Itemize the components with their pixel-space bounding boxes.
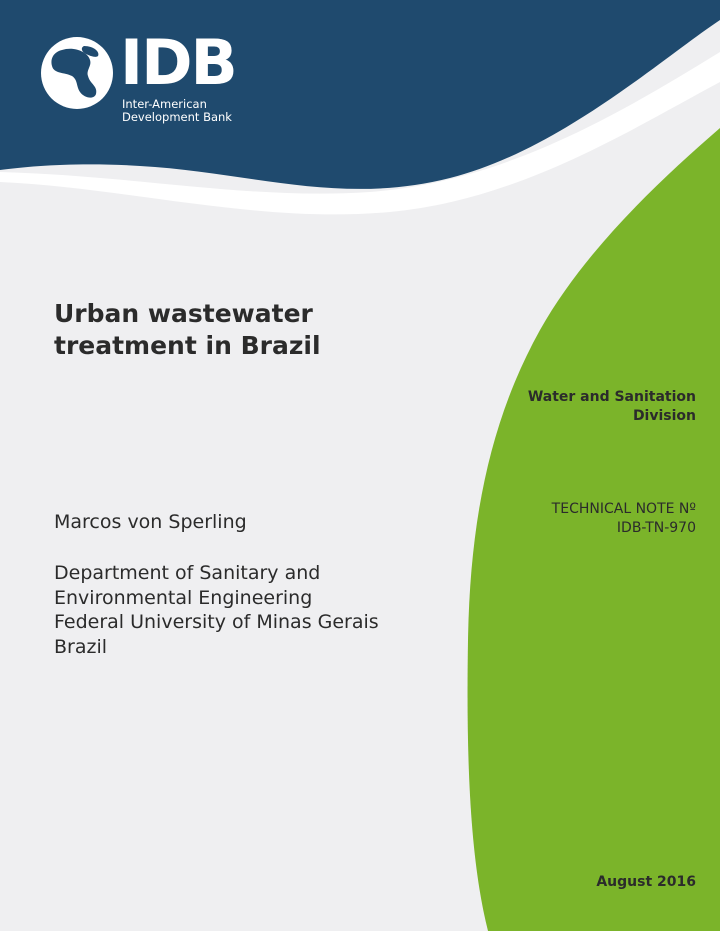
title-line: treatment in Brazil bbox=[54, 331, 321, 360]
document-title bbox=[54, 298, 321, 362]
logo-organization-name bbox=[122, 98, 232, 124]
logo-wordmark: IDB bbox=[120, 26, 236, 99]
idb-logo bbox=[40, 26, 240, 126]
affiliation-line: Environmental Engineering bbox=[54, 586, 313, 609]
idb-hemisphere-emblem-icon bbox=[40, 36, 114, 110]
affiliation-line: Brazil bbox=[54, 635, 108, 658]
affiliation-line: Department of Sanitary and bbox=[54, 562, 321, 584]
division-line: Water and Sanitation bbox=[527, 389, 696, 405]
technical-note-line: TECHNICAL NOTE Nº bbox=[551, 501, 696, 517]
technical-note-number bbox=[552, 500, 696, 538]
logo-name-line: Inter-American bbox=[122, 97, 207, 111]
publication-date: August 2016 bbox=[596, 874, 696, 890]
logo-name-line: Development Bank bbox=[122, 110, 232, 124]
affiliation-line: Federal University of Minas Gerais bbox=[54, 611, 379, 633]
division-line: Division bbox=[632, 408, 696, 424]
author-name: Marcos von Sperling bbox=[54, 511, 247, 533]
title-line: Urban wastewater bbox=[54, 299, 313, 328]
division-label bbox=[528, 388, 696, 426]
technical-note-line: IDB-TN-970 bbox=[616, 520, 696, 536]
author-affiliation bbox=[54, 561, 379, 659]
